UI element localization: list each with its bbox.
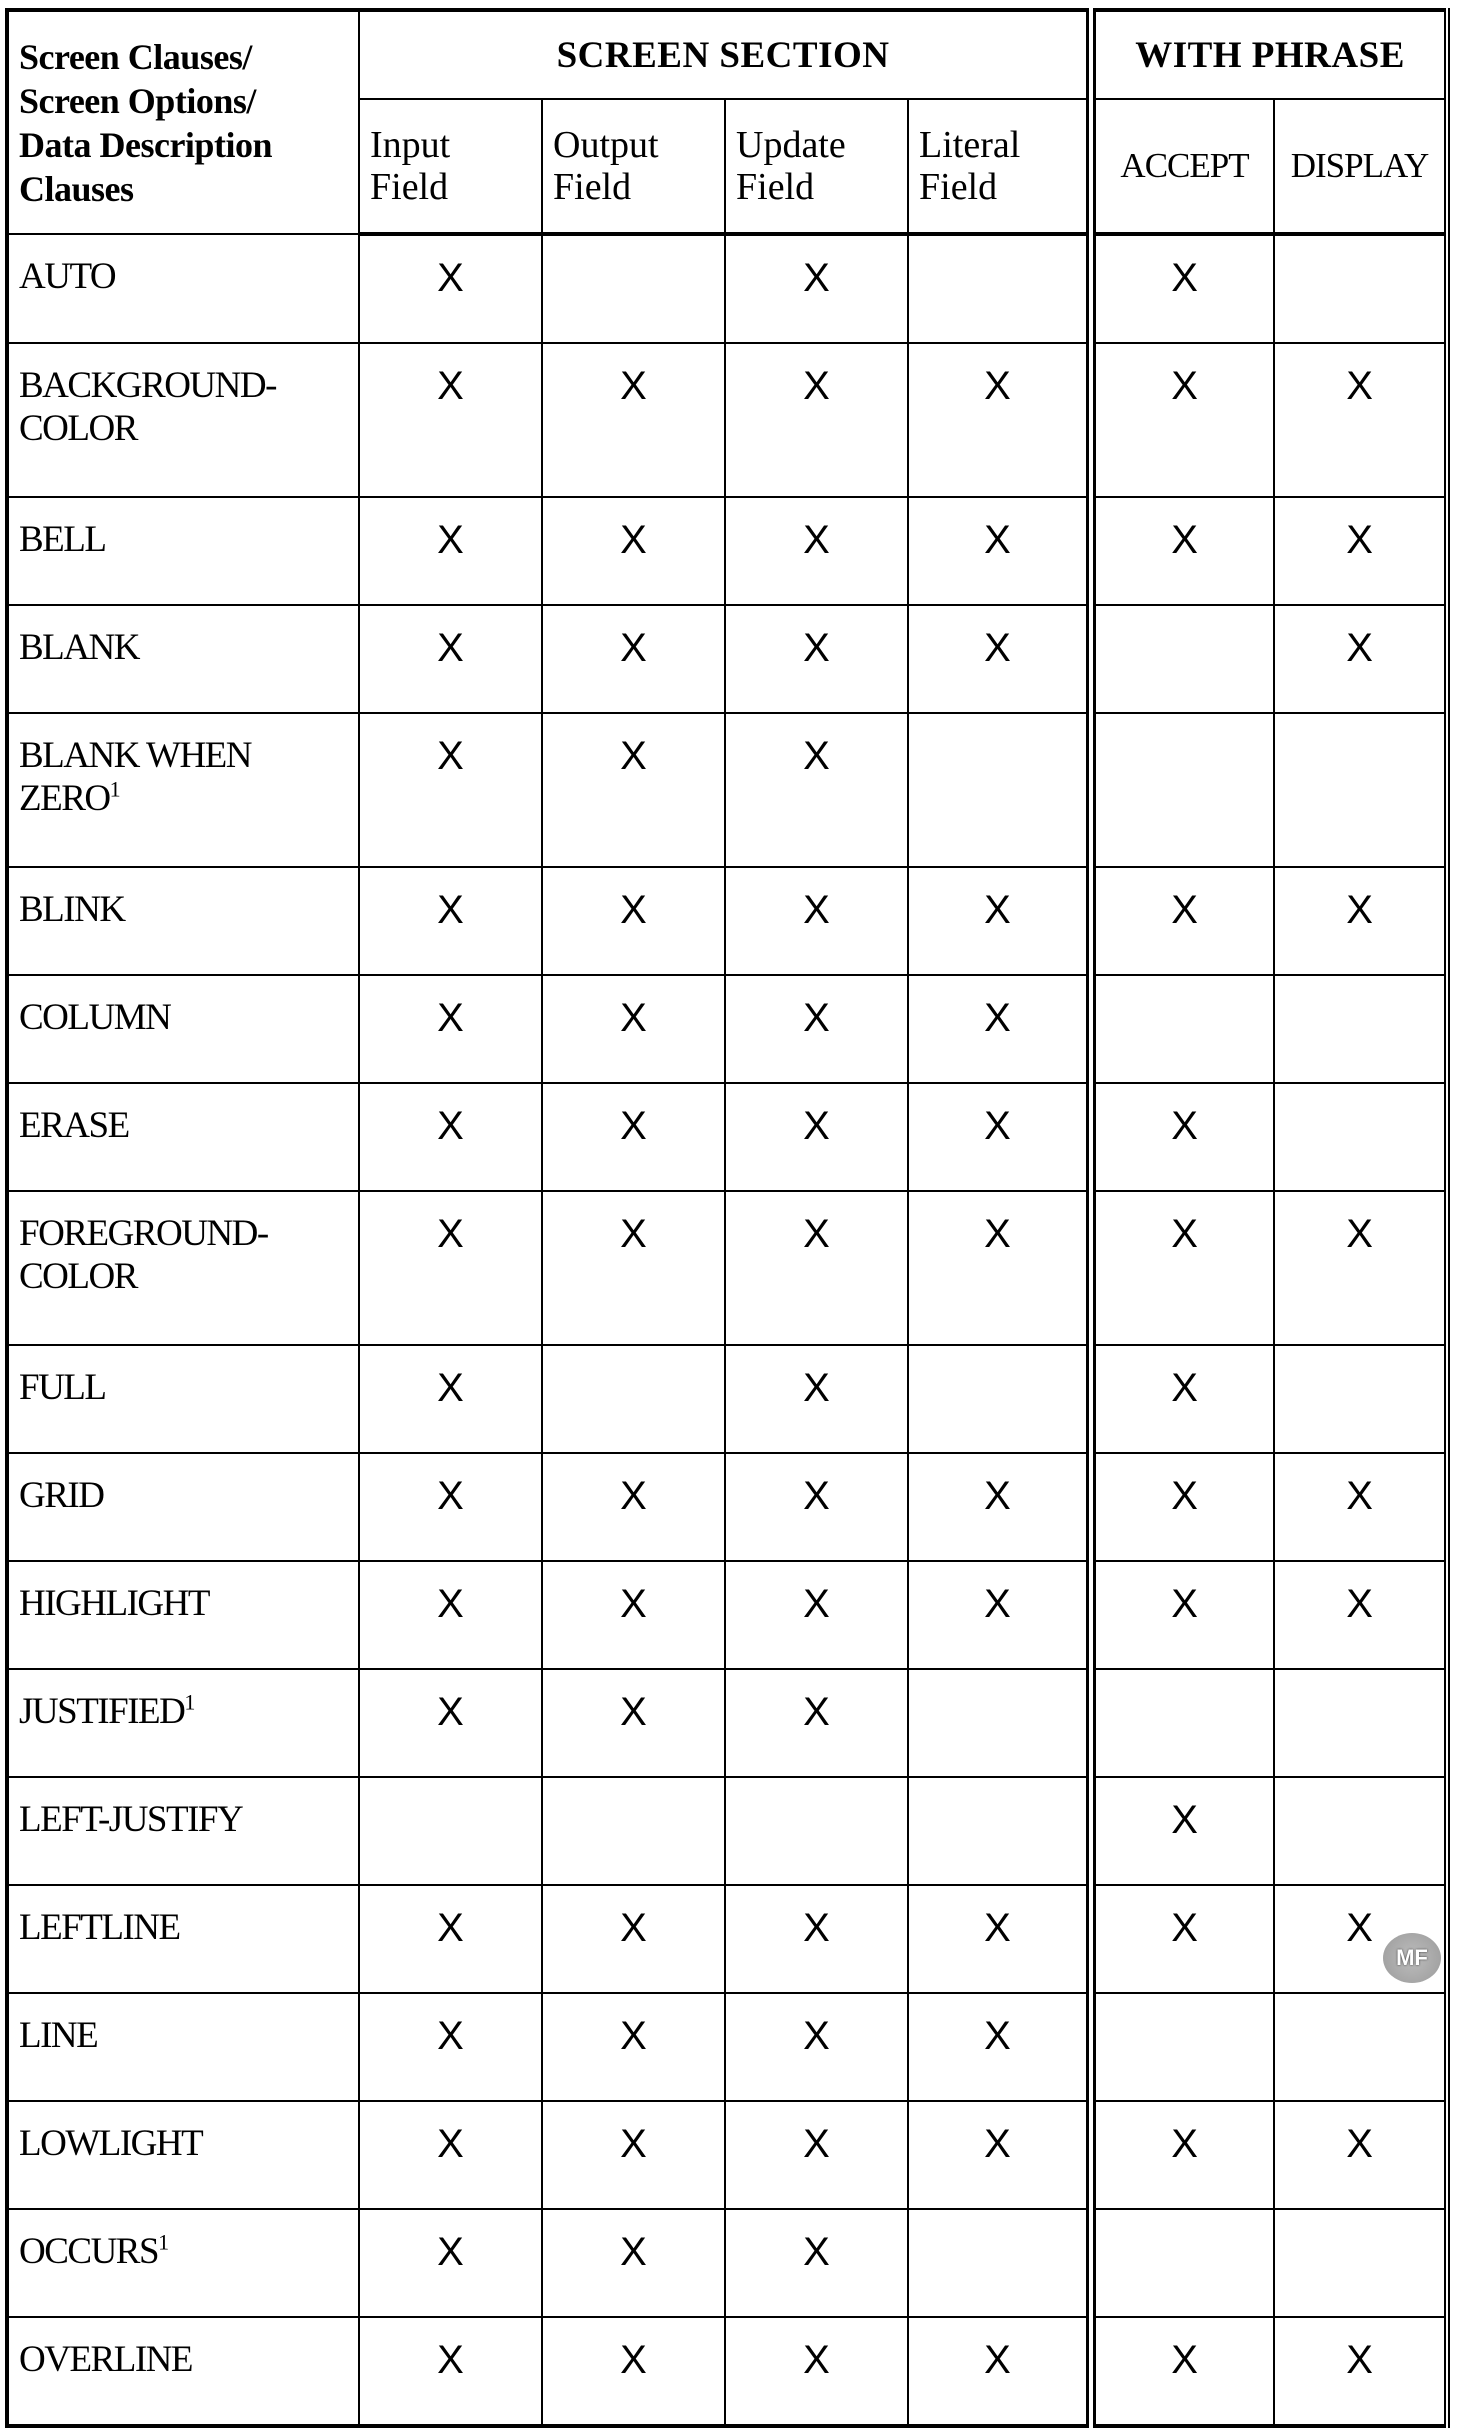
row-label-line: HIGHLIGHT [19, 1583, 209, 1624]
column-header-line: Literal [919, 124, 1021, 166]
cell-display [1274, 1777, 1447, 1885]
column-header-display: DISPLAY [1274, 99, 1447, 234]
cell-display [1274, 234, 1447, 343]
row-header-line: Screen Clauses/ [19, 36, 252, 77]
cell-literal [908, 713, 1091, 867]
row-label-line: GRID [19, 1475, 104, 1516]
cell-input: X [359, 1885, 542, 1993]
row-label [7, 1669, 359, 1777]
table-row [7, 867, 1447, 975]
cell-update: X [725, 867, 908, 975]
cell-output [542, 1777, 725, 1885]
cell-literal: X [908, 1561, 1091, 1669]
row-label-line: FULL [19, 1367, 106, 1408]
cell-input: X [359, 1561, 542, 1669]
cell-accept: X [1091, 234, 1274, 343]
clause-compatibility-table-page [5, 8, 1445, 2382]
cell-accept [1091, 2209, 1274, 2317]
table-row [7, 2317, 1447, 2426]
cell-literal: X [908, 867, 1091, 975]
table-row [7, 1669, 1447, 1777]
cell-output: X [542, 1453, 725, 1561]
row-label-line: BLINK [19, 889, 125, 930]
row-label [7, 1561, 359, 1669]
row-label-line: LEFTLINE [19, 1907, 180, 1948]
table-row [7, 605, 1447, 713]
cell-input: X [359, 343, 542, 497]
cell-display [1274, 1669, 1447, 1777]
cell-accept [1091, 1669, 1274, 1777]
cell-input: X [359, 1345, 542, 1453]
footnote-marker: 1 [184, 1689, 196, 1715]
cell-input: X [359, 1453, 542, 1561]
footnote-marker: 1 [158, 2229, 170, 2255]
cell-update: X [725, 1083, 908, 1191]
cell-update: X [725, 1885, 908, 1993]
cell-input: X [359, 1993, 542, 2101]
cell-output: X [542, 1885, 725, 1993]
cell-literal: X [908, 605, 1091, 713]
cell-display: X [1274, 343, 1447, 497]
cell-display: X [1274, 2317, 1447, 2426]
cell-literal: X [908, 343, 1091, 497]
cell-literal [908, 1669, 1091, 1777]
cell-accept [1091, 975, 1274, 1083]
cell-accept: X [1091, 497, 1274, 605]
row-label-line: OVERLINE [19, 2339, 192, 2380]
cell-update: X [725, 2209, 908, 2317]
row-label-line: AUTO [19, 256, 116, 297]
column-header-literal-field [908, 99, 1091, 234]
mf-badge: MF [1383, 1933, 1441, 1983]
table-row [7, 1345, 1447, 1453]
cell-output: X [542, 867, 725, 975]
cell-accept: X [1091, 1777, 1274, 1885]
cell-update: X [725, 1191, 908, 1345]
cell-display [1274, 1083, 1447, 1191]
row-label [7, 1993, 359, 2101]
cell-display: X [1274, 497, 1447, 605]
cell-literal [908, 1777, 1091, 1885]
screen-section-header: SCREEN SECTION [359, 10, 1091, 99]
table-body [7, 234, 1447, 2426]
cell-output: X [542, 1669, 725, 1777]
table-row [7, 1191, 1447, 1345]
table-row [7, 343, 1447, 497]
table-row [7, 975, 1447, 1083]
table-row [7, 1777, 1447, 1885]
table-row [7, 1993, 1447, 2101]
cell-literal [908, 234, 1091, 343]
cell-output: X [542, 2209, 725, 2317]
column-header-line: Field [919, 166, 998, 208]
cell-accept: X [1091, 1885, 1274, 1993]
cell-update: X [725, 713, 908, 867]
clause-compatibility-table [5, 8, 1450, 2428]
cell-display: X [1274, 867, 1447, 975]
row-label [7, 867, 359, 975]
row-label [7, 1083, 359, 1191]
cell-literal: X [908, 497, 1091, 605]
cell-update: X [725, 605, 908, 713]
cell-input: X [359, 234, 542, 343]
cell-input: X [359, 2317, 542, 2426]
cell-literal: X [908, 975, 1091, 1083]
cell-update: X [725, 343, 908, 497]
footnote-marker: 1 [109, 776, 121, 802]
row-label-line: JUSTIFIED$^1$ [19, 1689, 196, 1732]
cell-input: X [359, 2101, 542, 2209]
cell-output: X [542, 2101, 725, 2209]
cell-display: X [1274, 1885, 1447, 1993]
row-label-line: LINE [19, 2015, 98, 2056]
row-label [7, 713, 359, 867]
cell-display: X [1274, 1191, 1447, 1345]
row-label-line: BACKGROUND- [19, 365, 276, 406]
cell-update: X [725, 234, 908, 343]
row-label [7, 1453, 359, 1561]
row-label-line: ZERO$^1$ [19, 776, 121, 819]
cell-output [542, 1345, 725, 1453]
cell-accept [1091, 1993, 1274, 2101]
cell-output: X [542, 605, 725, 713]
table-row [7, 2101, 1447, 2209]
cell-output: X [542, 497, 725, 605]
row-label [7, 497, 359, 605]
cell-literal: X [908, 2317, 1091, 2426]
column-header-line: Input [370, 124, 451, 166]
cell-output: X [542, 343, 725, 497]
table-row [7, 1453, 1447, 1561]
cell-input: X [359, 1083, 542, 1191]
column-header-output-field [542, 99, 725, 234]
row-label-line: ERASE [19, 1105, 129, 1146]
row-label [7, 1885, 359, 1993]
cell-input: X [359, 497, 542, 605]
cell-accept: X [1091, 1561, 1274, 1669]
with-phrase-header: WITH PHRASE [1091, 10, 1447, 99]
cell-input: X [359, 713, 542, 867]
cell-update: X [725, 1561, 908, 1669]
cell-literal: X [908, 1191, 1091, 1345]
column-header-line: Field [553, 166, 632, 208]
cell-literal: X [908, 1453, 1091, 1561]
cell-update [725, 1777, 908, 1885]
cell-accept: X [1091, 2101, 1274, 2209]
row-label [7, 343, 359, 497]
cell-output: X [542, 2317, 725, 2426]
cell-literal: X [908, 1993, 1091, 2101]
row-header-label [7, 10, 359, 234]
row-label [7, 1777, 359, 1885]
row-header-line: Data Description [19, 124, 272, 165]
cell-input: X [359, 867, 542, 975]
cell-display [1274, 713, 1447, 867]
table-row [7, 1561, 1447, 1669]
row-label-line: LEFT-JUSTIFY [19, 1799, 243, 1840]
cell-output [542, 234, 725, 343]
row-label [7, 1191, 359, 1345]
cell-input: X [359, 605, 542, 713]
row-label [7, 975, 359, 1083]
cell-output: X [542, 1561, 725, 1669]
cell-accept: X [1091, 2317, 1274, 2426]
cell-update: X [725, 1453, 908, 1561]
cell-accept: X [1091, 1345, 1274, 1453]
cell-update: X [725, 1993, 908, 2101]
cell-display: X [1274, 1453, 1447, 1561]
table-row [7, 1885, 1447, 1993]
cell-accept [1091, 605, 1274, 713]
cell-literal: X [908, 2101, 1091, 2209]
cell-display [1274, 1345, 1447, 1453]
row-label-line: OCCURS$^1$ [19, 2229, 170, 2272]
cell-input: X [359, 2209, 542, 2317]
row-label-line: LOWLIGHT [19, 2123, 203, 2164]
column-header-input-field [359, 99, 542, 234]
cell-update: X [725, 1345, 908, 1453]
table-row [7, 497, 1447, 605]
cell-update: X [725, 2101, 908, 2209]
row-header-line: Screen Options/ [19, 80, 256, 121]
row-label [7, 605, 359, 713]
cell-accept: X [1091, 1191, 1274, 1345]
table-row [7, 234, 1447, 343]
cell-display [1274, 2209, 1447, 2317]
table-row [7, 1083, 1447, 1191]
column-header-line: Field [370, 166, 449, 208]
column-header-accept: ACCEPT [1091, 99, 1274, 234]
cell-display: X [1274, 2101, 1447, 2209]
cell-accept: X [1091, 1083, 1274, 1191]
cell-accept: X [1091, 343, 1274, 497]
column-header-line: Field [736, 166, 815, 208]
cell-update: X [725, 2317, 908, 2426]
row-label-line: COLUMN [19, 997, 171, 1038]
row-label-line: BLANK WHEN [19, 735, 251, 776]
table-row [7, 713, 1447, 867]
cell-update: X [725, 1669, 908, 1777]
row-header-line: Clauses [19, 168, 134, 209]
cell-input [359, 1777, 542, 1885]
row-label-line: FOREGROUND- [19, 1213, 268, 1254]
column-header-line: Update [736, 124, 846, 166]
cell-display [1274, 1993, 1447, 2101]
row-label-line: BELL [19, 519, 106, 560]
cell-display [1274, 975, 1447, 1083]
cell-input: X [359, 975, 542, 1083]
row-label [7, 2209, 359, 2317]
row-label-line: COLOR [19, 1256, 137, 1297]
row-label [7, 2317, 359, 2426]
row-label [7, 234, 359, 343]
row-label-line: COLOR [19, 408, 137, 449]
row-label [7, 2101, 359, 2209]
cell-output: X [542, 1083, 725, 1191]
cell-accept: X [1091, 867, 1274, 975]
cell-accept: X [1091, 1453, 1274, 1561]
cell-literal: X [908, 1885, 1091, 1993]
table-row [7, 2209, 1447, 2317]
cell-output: X [542, 713, 725, 867]
cell-literal: X [908, 1083, 1091, 1191]
cell-output: X [542, 1993, 725, 2101]
cell-output: X [542, 1191, 725, 1345]
cell-input: X [359, 1191, 542, 1345]
row-label-line: BLANK [19, 627, 139, 668]
cell-output: X [542, 975, 725, 1083]
cell-accept [1091, 713, 1274, 867]
cell-update: X [725, 975, 908, 1083]
cell-literal [908, 2209, 1091, 2317]
column-header-line: Output [553, 124, 659, 166]
row-label [7, 1345, 359, 1453]
cell-update: X [725, 497, 908, 605]
cell-literal [908, 1345, 1091, 1453]
column-header-update-field [725, 99, 908, 234]
cell-display: X [1274, 605, 1447, 713]
cell-display: X [1274, 1561, 1447, 1669]
cell-input: X [359, 1669, 542, 1777]
